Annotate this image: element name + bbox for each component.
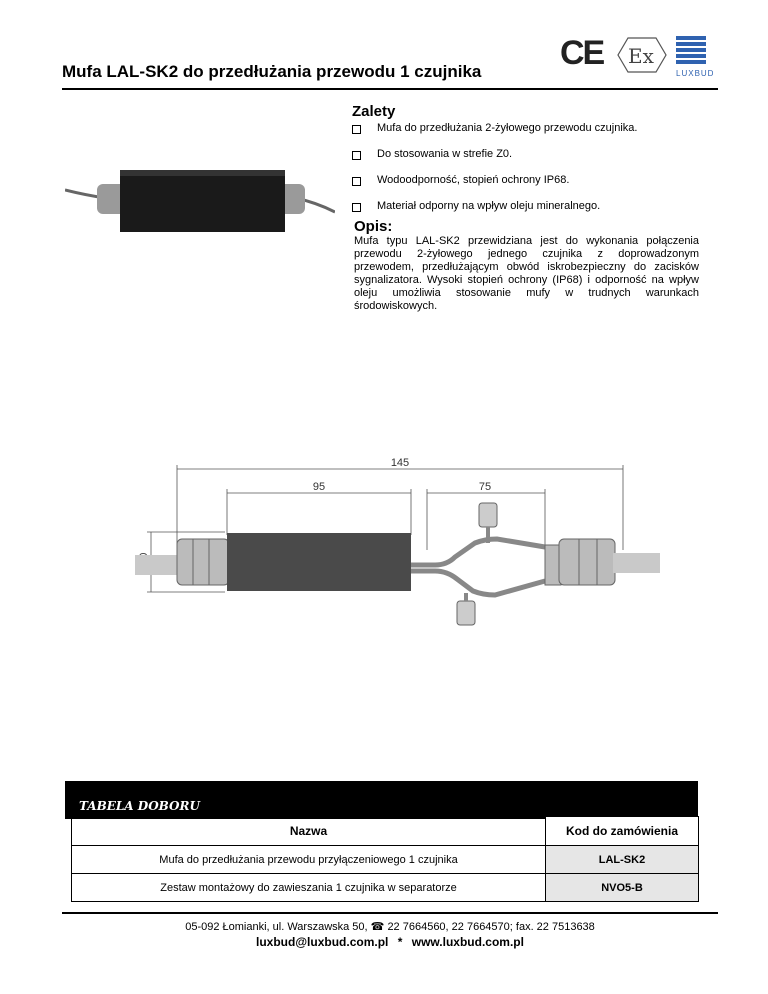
footer-phones: 22 7664560, 22 7664570; fax. 22 7513638	[387, 921, 595, 933]
luxbud-logo-icon	[676, 36, 706, 64]
dimension-label-total: 145	[390, 457, 410, 469]
footer-address: 05-092 Łomianki, ul. Warszawska 50,	[185, 921, 368, 933]
dimension-label-body: 95	[312, 481, 326, 493]
technical-drawing	[135, 455, 660, 630]
phone-icon: ☎	[370, 921, 385, 933]
page-title: Mufa LAL-SK2 do przedłużania przewodu 1 czujnika	[62, 62, 482, 81]
checkbox-bullet-icon	[352, 125, 361, 134]
luxbud-logo-text: LUXBUD	[676, 69, 715, 78]
ce-logo: CE	[560, 34, 604, 72]
table-cell-code: LAL-SK2	[546, 846, 699, 874]
footer-rule	[62, 912, 718, 914]
benefits-title: Zalety	[352, 103, 396, 120]
checkbox-bullet-icon	[352, 177, 361, 186]
column-header-name: Nazwa	[72, 817, 546, 846]
ex-logo: Ex	[628, 44, 654, 68]
list-item: Materiał odporny na wpływ oleju mineralnego.	[352, 200, 732, 226]
table-cell-code: NVO5-B	[546, 874, 699, 902]
selection-table-title: TABELA DOBORU	[79, 799, 200, 813]
product-photo	[65, 160, 335, 240]
footer	[62, 920, 718, 949]
benefits-list	[352, 122, 732, 226]
dimension-label-branch: 75	[478, 481, 492, 493]
selection-table-header	[65, 781, 698, 819]
list-item: Wodoodporność, stopień ochrony IP68.	[352, 174, 732, 200]
table-cell-name: Mufa do przedłużania przewodu przyłączeniowego 1 czujnika	[72, 846, 546, 874]
footer-email[interactable]: luxbud@luxbud.com.pl	[256, 935, 389, 949]
table-row	[72, 874, 699, 902]
header-rule	[62, 88, 718, 90]
checkbox-bullet-icon	[352, 203, 361, 212]
certification-logos	[560, 30, 720, 80]
list-item: Do stosowania w strefie Z0.	[352, 148, 732, 174]
description-title: Opis:	[354, 218, 393, 235]
footer-separator: *	[397, 935, 403, 949]
table-cell-name: Zestaw montażowy do zawieszania 1 czujnika w separatorze	[72, 874, 546, 902]
description-text: Mufa typu LAL-SK2 przewidziana jest do wykonania połączenia przewodu 2-żyłowego jednego czujnika z doprowadzonym przewodem, przedłużającym obwód iskrobezpieczny do zacisków sygnalizatora. Wysoki stopień ochrony (IP68) i odporność na wpływ oleju umożliwia stosowanie mufy w trudnych warunkach środowiskowych.	[354, 235, 699, 312]
selection-table	[71, 816, 699, 902]
list-item: Mufa do przedłużania 2-żyłowego przewodu czujnika.	[352, 122, 732, 148]
checkbox-bullet-icon	[352, 151, 361, 160]
footer-website[interactable]: www.luxbud.com.pl	[411, 935, 524, 949]
table-row	[72, 846, 699, 874]
column-header-code: Kod do zamówienia	[546, 817, 699, 846]
